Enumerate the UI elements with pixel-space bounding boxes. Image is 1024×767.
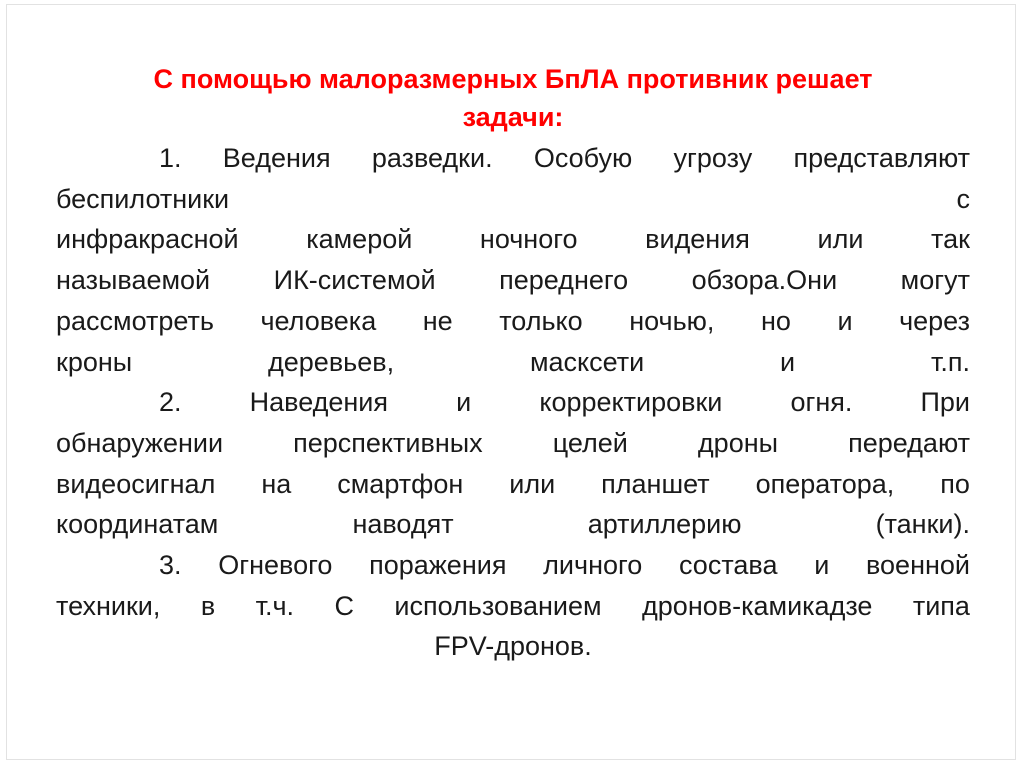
body-word: ночного: [479, 224, 578, 255]
body-word: могут: [900, 265, 970, 296]
body-line: [56, 301, 970, 342]
body-word: так: [931, 224, 970, 255]
body-word: но: [760, 305, 791, 336]
body-word: перспективных: [293, 427, 483, 458]
body-line: [56, 464, 970, 505]
body-word: смартфон: [337, 468, 464, 499]
body-line: [56, 260, 970, 301]
body-word: по: [940, 468, 970, 499]
title-line: задачи:: [462, 102, 564, 132]
body-word: оператора,: [755, 468, 895, 499]
body-word: и: [780, 346, 796, 377]
body-line: [56, 586, 970, 627]
body-line: [56, 423, 970, 464]
body-word: не: [422, 305, 453, 336]
body-word: артиллерию: [587, 509, 742, 540]
body-word: Наведения: [249, 387, 389, 418]
slide-title: [56, 60, 970, 136]
body-word: или: [817, 224, 864, 255]
slide-body-text: [56, 138, 970, 667]
body-word: огня.: [790, 387, 853, 418]
body-word: планшет: [601, 468, 710, 499]
body-word: С: [334, 590, 354, 621]
body-word: через: [899, 305, 970, 336]
body-word: угрозу: [673, 143, 753, 173]
body-line: [56, 219, 970, 260]
body-word: типа: [912, 590, 970, 621]
body-word: обнаружении: [56, 427, 224, 458]
body-word: использованием: [394, 590, 602, 621]
title-line: С помощью малоразмерных БпЛА противник решает: [153, 64, 873, 94]
body-line: [56, 382, 970, 423]
body-word: масксети: [529, 346, 645, 377]
body-word: деревьев,: [268, 346, 395, 377]
body-word: 3.: [159, 550, 182, 581]
body-word: поражения: [369, 550, 507, 581]
body-line: [56, 138, 970, 179]
body-word: состава: [679, 550, 778, 581]
body-word: Особую: [533, 143, 633, 173]
body-word: Ведения: [222, 143, 331, 173]
body-word: кроны: [56, 346, 133, 377]
body-word: и: [837, 305, 853, 336]
body-word: рассмотреть: [56, 305, 214, 336]
body-line: [56, 545, 970, 586]
body-word: в: [200, 590, 216, 621]
body-word: представляют: [793, 143, 970, 173]
body-line: [56, 342, 970, 383]
body-word: и: [814, 550, 830, 581]
body-word: (танки).: [875, 509, 970, 540]
body-word: передают: [848, 427, 970, 458]
body-word: При: [920, 387, 970, 418]
body-word: дроны: [697, 427, 779, 458]
body-word: на: [261, 468, 292, 499]
body-word: 2.: [159, 387, 182, 418]
body-word: т.ч.: [255, 590, 295, 621]
body-word: только: [499, 305, 583, 336]
body-word: с: [956, 183, 970, 214]
body-word: или: [509, 468, 556, 499]
body-word: наводят: [352, 509, 454, 540]
body-line: [56, 179, 970, 220]
body-word: ИК-системой: [273, 265, 436, 296]
body-line: [56, 626, 970, 667]
body-word: беспилотники: [56, 183, 230, 214]
body-word: Огневого: [218, 550, 333, 581]
body-word: FPV-дронов.: [434, 631, 592, 662]
body-word: камерой: [306, 224, 413, 255]
body-word: и: [456, 387, 472, 418]
body-word: переднего: [499, 265, 629, 296]
body-word: корректировки: [539, 387, 723, 418]
body-word: ночью,: [629, 305, 715, 336]
body-word: инфракрасной: [56, 224, 239, 255]
body-word: обзора.Они: [691, 265, 838, 296]
body-word: видения: [645, 224, 750, 255]
slide-content: [56, 60, 970, 667]
body-word: т.п.: [930, 346, 970, 377]
body-word: видеосигнал: [56, 468, 216, 499]
body-word: целей: [552, 427, 628, 458]
body-word: человека: [260, 305, 377, 336]
body-word: военной: [866, 550, 970, 581]
body-word: координатам: [56, 509, 219, 540]
body-word: дронов-камикадзе: [642, 590, 873, 621]
body-word: 1.: [159, 143, 182, 173]
body-word: разведки.: [371, 143, 493, 173]
body-word: техники,: [56, 590, 161, 621]
body-line: [56, 504, 970, 545]
body-word: называемой: [56, 265, 211, 296]
body-word: личного: [543, 550, 643, 581]
